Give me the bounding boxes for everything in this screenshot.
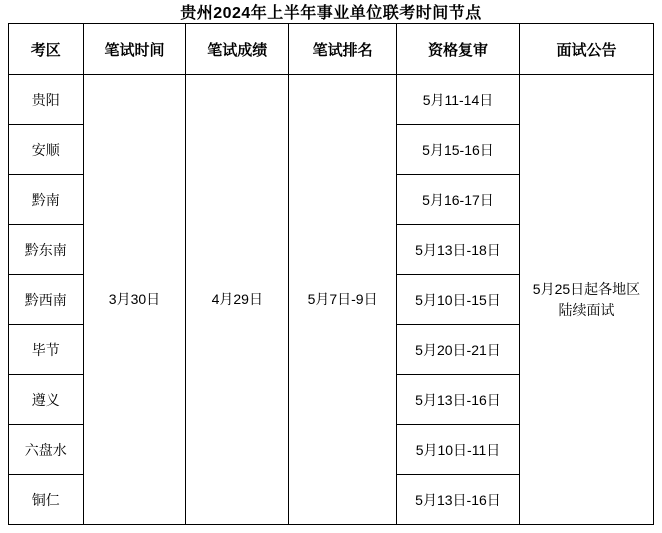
review-date-cell: 5月20日-21日 xyxy=(397,325,520,375)
area-cell: 黔东南 xyxy=(9,225,84,275)
area-cell: 黔南 xyxy=(9,175,84,225)
review-date-cell: 5月13日-18日 xyxy=(397,225,520,275)
table-body xyxy=(9,75,654,525)
area-cell: 铜仁 xyxy=(9,475,84,525)
exam-time-merged-cell: 3月30日 xyxy=(83,75,186,525)
table-header xyxy=(9,24,654,75)
review-date-cell: 5月11-14日 xyxy=(397,75,520,125)
area-cell: 毕节 xyxy=(9,325,84,375)
column-header-interview-notice: 面试公告 xyxy=(519,24,653,75)
review-date-cell: 5月13日-16日 xyxy=(397,475,520,525)
column-header-qualification-review: 资格复审 xyxy=(397,24,520,75)
review-date-cell: 5月10日-15日 xyxy=(397,275,520,325)
table-row xyxy=(9,75,654,125)
area-cell: 遵义 xyxy=(9,375,84,425)
header-row xyxy=(9,24,654,75)
review-date-cell: 5月15-16日 xyxy=(397,125,520,175)
table-container xyxy=(0,23,662,533)
review-date-cell: 5月16-17日 xyxy=(397,175,520,225)
area-cell: 黔西南 xyxy=(9,275,84,325)
area-cell: 贵阳 xyxy=(9,75,84,125)
area-cell: 安顺 xyxy=(9,125,84,175)
schedule-table xyxy=(8,23,654,525)
review-date-cell: 5月13日-16日 xyxy=(397,375,520,425)
column-header-area: 考区 xyxy=(9,24,84,75)
column-header-exam-time: 笔试时间 xyxy=(83,24,186,75)
area-cell: 六盘水 xyxy=(9,425,84,475)
column-header-exam-score: 笔试成绩 xyxy=(186,24,289,75)
exam-score-merged-cell: 4月29日 xyxy=(186,75,289,525)
exam-rank-merged-cell: 5月7日-9日 xyxy=(289,75,397,525)
page-title: 贵州2024年上半年事业单位联考时间节点 xyxy=(180,5,482,22)
interview-notice-text: 5月25日起各地区陆续面试 xyxy=(532,281,641,318)
review-date-cell: 5月10日-11日 xyxy=(397,425,520,475)
interview-notice-merged-cell xyxy=(519,75,653,525)
document-title-bar xyxy=(0,0,662,23)
column-header-exam-rank: 笔试排名 xyxy=(289,24,397,75)
